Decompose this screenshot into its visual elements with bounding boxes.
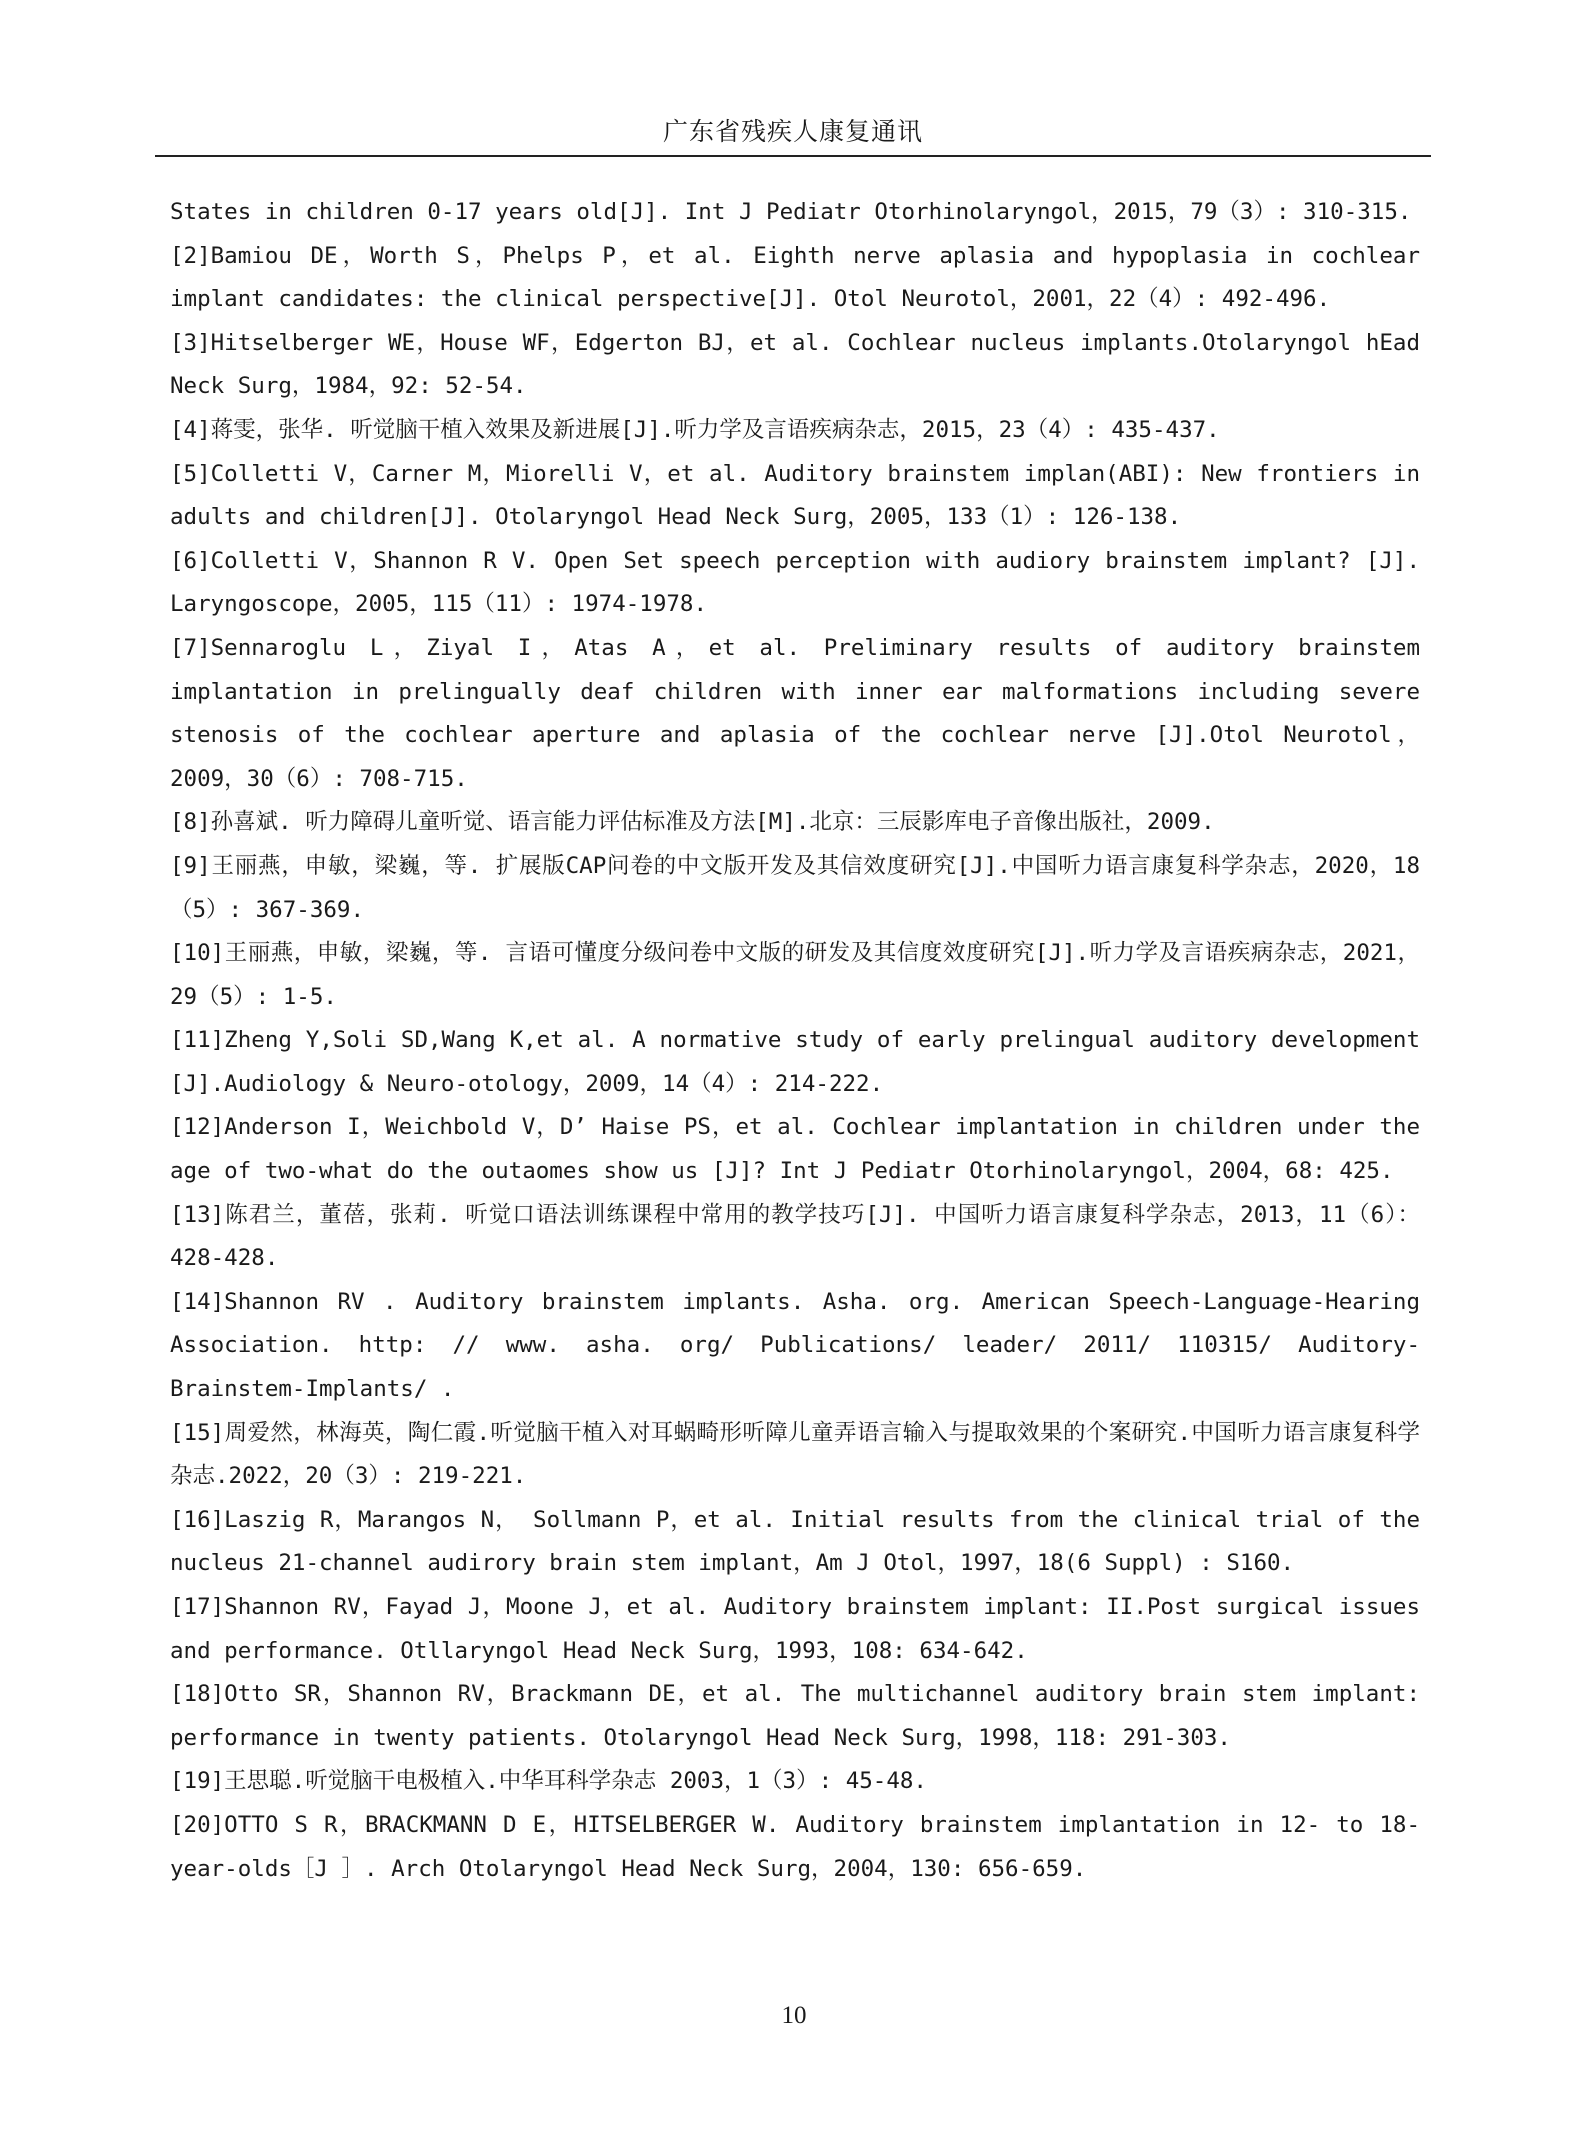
reference-entry: [18]Otto SR，Shannon RV，Brackmann DE，et al. The multichannel auditory brain stem implant: performance in twenty patients. Otolaryngol Head Neck Surg，1998，118: 291-303. — [170, 1681, 1420, 1751]
reference-entry: [19]王思聪.听觉脑干电极植入.中华耳科学杂志 2003，1（3）: 45-48. — [170, 1768, 927, 1795]
header-divider — [155, 155, 1431, 157]
reference-entry: [11]Zheng Y,Soli SD,Wang K,et al. A normative study of early prelingual auditory development [J].Audiology & Neuro-otology，2009，14（4）: 214-222. — [170, 1027, 1420, 1097]
running-header: 广东省残疾人康复通讯 — [662, 117, 923, 146]
reference-entry: [6]Colletti V，Shannon R V. Open Set speech perception with audiory brainstem implant? [J]. Laryngoscope，2005，115（11）: 1974-1978. — [170, 547, 1420, 618]
reference-entry: States in children 0-17 years old[J]. Int J Pediatr Otorhinolaryngol，2015，79（3）: 310-315. — [170, 199, 1412, 225]
reference-entry: [2]Bamiou DE，Worth S，Phelps P，et al. Eighth nerve aplasia and hypoplasia in cochlear implant candidates: the clinical perspective[J]. Otol Neurotol，2001，22（4）: 492-496. — [170, 242, 1420, 313]
reference-entry: [8]孙喜斌. 听力障碍儿童听觉、语言能力评估标准及方法[M].北京：三辰影库电子音像出版社，2009. — [170, 809, 1215, 836]
reference-entry: [4]蒋雯，张华. 听觉脑干植入效果及新进展[J].听力学及言语疾病杂志，2015，23（4）: 435-437. — [170, 416, 1220, 443]
reference-entry: [7]Sennaroglu L，Ziyal I，Atas A，et al. Preliminary results of auditory brainstem implantation in prelingually deaf children with inner ear malformations including severe stenosis of the cochlear aperture and aplasia of the cochlear nerve [J].Otol Neurotol，2009，30（6）: 708-715. — [170, 634, 1420, 792]
reference-entry: [14]Shannon RV . Auditory brainstem implants. Asha. org. American Speech-Language-Hearing Association. http: // www. asha. org/ Publications/ leader/ 2011/ 110315/ Auditory-Brainstem-Implants/ . — [170, 1288, 1420, 1403]
reference-entry: [10]王丽燕，申敏，梁巍，等. 言语可懂度分级问卷中文版的研发及其信度效度研究[J].听力学及言语疾病杂志，2021，29（5）: 1-5. — [170, 940, 1420, 1010]
reference-entry: [17]Shannon RV，Fayad J，Moone J，et al. Auditory brainstem implant: II.Post surgical issues and performance. Otllaryngol Head Neck Surg，1993，108: 634-642. — [170, 1594, 1420, 1664]
reference-list — [170, 191, 1420, 1891]
reference-entry: [3]Hitselberger WE，House WF，Edgerton BJ，et al. Cochlear nucleus implants.Otolaryngol hEad Neck Surg，1984，92: 52-54. — [170, 329, 1420, 400]
reference-entry: [16]Laszig R，Marangos N， Sollmann P，et al. Initial results from the clinical trial of the nucleus 21-channel audirory brain stem implant，Am J Otol，1997，18(6 Suppl) : S160. — [170, 1506, 1420, 1577]
page-number: 10 — [781, 2002, 807, 2029]
reference-entry: [15]周爱然，林海英，陶仁霞.听觉脑干植入对耳蜗畸形听障儿童弄语言输入与提取效果的个案研究.中国听力语言康复科学杂志.2022，20（3）: 219-221. — [170, 1419, 1420, 1490]
reference-entry: [13]陈君兰，董蓓，张莉. 听觉口语法训练课程中常用的教学技巧[J]. 中国听力语言康复科学杂志，2013，11（6）：428-428. — [170, 1201, 1420, 1272]
reference-entry: [12]Anderson I，Weichbold V，D’ Haise PS，et al. Cochlear implantation in children under the age of two-what do the outaomes show us [J]? Int J Pediatr Otorhinolaryngol，2004，68: 425. — [170, 1114, 1420, 1185]
reference-entry: [20]OTTO S R，BRACKMANN D E，HITSELBERGER W. Auditory brainstem implantation in 12- to 18-year-olds［J ］. Arch Otolaryngol Head Neck Surg，2004，130: 656-659. — [170, 1811, 1420, 1882]
reference-entry: [5]Colletti V，Carner M，Miorelli V，et al. Auditory brainstem implan(ABI): New frontiers in adults and children[J]. Otolaryngol Head Neck Surg，2005，133（1）: 126-138. — [170, 460, 1420, 531]
reference-entry: [9]王丽燕，申敏，梁巍，等. 扩展版CAP问卷的中文版开发及其信效度研究[J].中国听力语言康复科学杂志，2020，18（5）: 367-369. — [170, 852, 1420, 923]
